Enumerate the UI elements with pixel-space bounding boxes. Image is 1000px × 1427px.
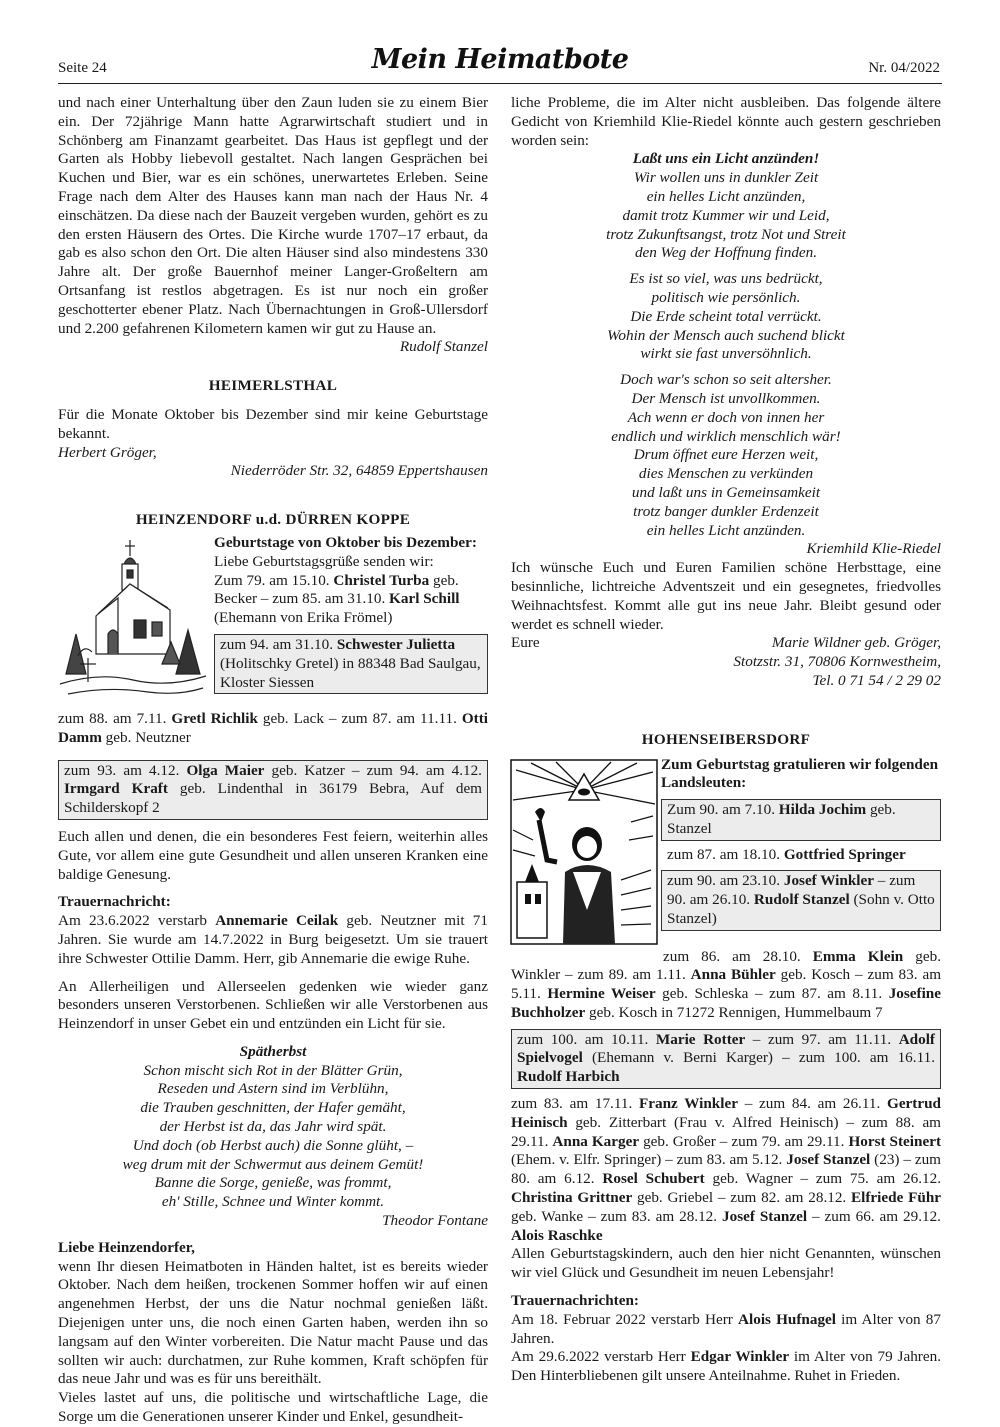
- highlight-box-rotter-harbich: zum 100. am 10.11. Marie Rotter – zum 97. am 11.11. Adolf Spielvogel (Ehemann v. Berni Karger) – zum 100. am 16.11. Rudolf Harbich: [511, 1029, 941, 1089]
- hohen-heading: Zum Geburtstag gratulieren wir folgenden Landsleuten:: [661, 755, 939, 792]
- highlight-box-jochim: Zum 90. am 7.10. Hilda Jochim geb. Stanzel: [661, 799, 941, 841]
- intro-text: und nach einer Unterhaltung über den Zaun luden sie zu einem Bier ein. Der 72jährige Mann hatte Agrarwirtschaft studiert und in Schönberg am Finanzamt gearbeitet. Das Haus ist gepflegt und der Garten als Hobby liebevoll gestaltet. Nach langen Gesprächen bei Kuchen und Bier, war es ein schönes, unerwartetes Erleben. Seine Frage nach dem Alter des Hauses kann man nach der Haus Nr. 4 einschätzen. Da diese nach der Bauzeit vergeben wurden, gehört es zu den ersten Häusern des Ortes. Die Kirche wurde 1707–17 erbaut, da gab es also schon den Ort. Die alten Häuser sind also mindestens 330 Jahre alt. Der große Bauernhof meiner Langer-Großeltern am Ortsanfang ist restlos abgetragen. Es ist nur noch ein großer geschotterter ebener Platz. Nach Übernachtungen in Groß-Ullersdorf und 2.200 gefahrenen Kilometern kamen wir gut zu Hause an. Rudolf Stanzel: [58, 94, 488, 356]
- highlight-box-winkler-stanzel: zum 90. am 23.10. Josef Winkler – zum 90. am 26.10. Rudolf Stanzel (Sohn v. Otto Stanzel): [661, 870, 941, 930]
- hohen-birthdays: [511, 756, 941, 944]
- hohen-trauer-1: Am 18. Februar 2022 verstarb Herr Alois Hufnagel im Alter von 87 Jahren.: [511, 1310, 941, 1347]
- wishes-text: Ich wünsche Euch und Euren Familien schöne Herbsttage, eine besinnliche, lichtreiche Adventszeit und ein gesegnetes, friedvolles Weihnachtsfest. Kommt alle gut ins neue Jahr. Bleibt gesund oder werdet es schnell wieder.: [511, 559, 941, 633]
- left-column: [58, 94, 488, 1427]
- heinzendorf-bday-2: zum 88. am 7.11. Gretl Richlik geb. Lack – zum 87. am 11.11. Otti Damm geb. Neutzner: [58, 709, 489, 746]
- svg-text:Mein Heimatbote: Mein Heimatbote: [371, 44, 629, 75]
- heimerlsthal-address: Niederröder Str. 32, 64859 Eppertshausen: [230, 462, 488, 480]
- heinzendorf-birthdays: [58, 534, 488, 704]
- heinzendorf-bday-1: Zum 79. am 15.10. Christel Turba geb. Becker – zum 85. am 31.10. Karl Schill (Ehemann von Erika Frömel): [214, 571, 460, 627]
- hohen-bday-list-1: zum 86. am 28.10. Emma Klein geb. Winkler – zum 89. am 1.11. Anna Bühler geb. Kosch – zum 83. am 5.11. Hermine Weiser geb. Schleska – zum 87. am 8.11. Josefine Buchholzer geb. Kosch in 71272 Rennigen, Hummelbaum 7: [511, 947, 942, 1021]
- continued-text: liche Probleme, die im Alter nicht ausbleiben. Das folgende ältere Gedicht von Kriemhild Klie-Riedel könnte auch gestern geschrieben worden sein:: [511, 94, 941, 149]
- poem-stanza-1: Wir wollen uns in dunkler Zeit ein helles Licht anzünden, damit trotz Kummer wir und Leid, trotz Zukunftsangst, trotz Not und Streit den Weg der Hoffnung finden.: [606, 169, 846, 262]
- page-header: [0, 0, 1000, 90]
- poem-title-licht: Laßt uns ein Licht anzünden!: [632, 150, 820, 168]
- trauer-heading: Trauernachricht:: [58, 893, 171, 911]
- allerheiligen-text: An Allerheiligen und Allerseelen gedenken wie wieder ganz besonders unseren Verstorbenen. Schließen wir alle Verstorbenen aus Heinzendorf in unser Gebet ein und entzünden ein Licht für sie.: [58, 977, 488, 1033]
- page-number: Seite 24: [58, 60, 107, 76]
- letter-paragraph-2: Vieles lastet auf uns, die politische und wirtschaftliche Lage, die Sorge um die Generationen unserer Kinder und Enkel, gesundheit-: [58, 1389, 488, 1426]
- heinzendorf-wish: Euch allen und denen, die ein besonderes Fest feiern, weiterhin alles Gute, vor allem eine gute Gesundheit und allen unseren Kranken eine baldige Genesung.: [58, 827, 488, 883]
- header-rule: [58, 83, 942, 84]
- heinzendorf-greeting: Liebe Geburtstagsgrüße senden wir:: [214, 552, 434, 570]
- hohen-trauer-2: Am 29.6.2022 verstarb Herr Edgar Winkler im Alter von 79 Jahren. Den Hinterbliebenen gilt unsere Anteilnahme. Ruhet in Frieden.: [511, 1348, 941, 1385]
- chapel-illustration: [58, 534, 208, 704]
- section-title-hohenseibersdorf: HOHENSEIBERSDORF: [641, 730, 811, 748]
- poem-author-klie-riedel: Kriemhild Klie-Riedel: [806, 540, 941, 558]
- hohen-bday-springer: zum 87. am 18.10. Gottfried Springer: [667, 845, 906, 863]
- highlight-box-julietta: zum 94. am 31.10. Schwester Julietta (Holitschky Gretel) in 88348 Bad Saulgau, Kloster Siessen: [214, 634, 488, 694]
- masthead-logo: [371, 38, 629, 76]
- trauer-text: Am 23.6.2022 verstarb Annemarie Ceilak geb. Neutzner mit 71 Jahren. Sie wurde am 14.7.2022 in Burg beigesetzt. Um sie trauert ihre Schwester Ottilie Damm. Herr, gib Annemarie die ewige Ruhe.: [58, 912, 488, 967]
- signature-eure: Eure: [511, 634, 540, 652]
- poem-spaetherbst: Schon mischt sich Rot in der Blätter Grün, Reseden und Astern sind im Verblühn, die Trauben geschnitten, der Hafer gemäht, der Herbst ist da, das Jahr wird spät. Und doch (ob Herbst auch) die Sonne glüht, – weg drum mit der Schwermut aus deinem Gemüt! Banne die Sorge, genieße, was frommt, eh' Stille, Schnee und Winter kommt.: [122, 1061, 424, 1211]
- signature-address: Stotzstr. 31, 70806 Kornwestheim,: [733, 653, 941, 671]
- heimerlsthal-name: Herbert Gröger,: [58, 443, 157, 461]
- hohen-closing: Allen Geburtstagskindern, auch den hier nicht Genannten, wünschen wir viel Glück und Gesundheit im neuen Lebensjahr!: [511, 1245, 941, 1282]
- section-title-heimerlsthal: HEIMERLSTHAL: [208, 377, 338, 395]
- signature-block: [511, 634, 941, 653]
- letter-paragraph-1: wenn Ihr diesen Heimatboten in Händen haltet, ist es bereits wieder Oktober. Nach dem heißen, trockenen Sommer hoffen wir auf einen angenehmen Herbst, der uns die Natur nochmal genießen läßt. Diejenigen unter uns, die noch einen Garten haben, werden ihn so langsam auf den Winter vorbereiten. Die Natur macht Pause und das sollten wir auch: durchatmen, zur Ruhe kommen, Kraft schöpfen für das neue Jahr und was es für uns bereithält.: [58, 1257, 488, 1388]
- section-title-heinzendorf: HEINZENDORF u.d. DÜRREN KOPPE: [135, 511, 411, 529]
- poem-title-spaetherbst: Spätherbst: [239, 1042, 307, 1060]
- intro-signature: Rudolf Stanzel: [399, 338, 488, 356]
- issue-number: Nr. 04/2022: [868, 60, 940, 76]
- letter-heading: Liebe Heinzendorfer,: [58, 1238, 195, 1256]
- right-column: [511, 94, 941, 1386]
- hohen-trauer-heading: Trauernachrichten:: [511, 1292, 639, 1310]
- heinzendorf-heading: Geburtstage von Oktober bis Dezember:: [214, 533, 477, 551]
- signature-phone: Tel. 0 71 54 / 2 29 02: [812, 671, 941, 689]
- hohen-bday-list-2: zum 83. am 17.11. Franz Winkler – zum 84. am 26.11. Gertrud Heinisch geb. Zitterbart (Frau v. Alfred Heinisch) – zum 88. am 29.11. Anna Karger geb. Großer – zum 79. am 29.11. Horst Steinert (Ehem. v. Elfr. Springer) – zum 83. am 5.12. Josef Stanzel (23) – zum 80. am 6.12. Rosel Schubert geb. Wagner – zum 75. am 26.12. Christina Grittner geb. Griebel – zum 82. am 28.12. Elfriede Führ geb. Wanke – zum 83. am 28.12. Josef Stanzel – zum 66. am 29.12. Alois Raschke: [511, 1095, 942, 1244]
- signature-name: Marie Wildner geb. Gröger,: [771, 634, 941, 652]
- heimerlsthal-text: Für die Monate Oktober bis Dezember sind mir keine Geburtstage bekannt.: [58, 405, 488, 442]
- poem-stanza-2: Es ist so viel, was uns bedrückt, politisch wie persönlich. Die Erde scheint total verrückt. Wohin der Mensch auch suchend blickt wirkt sie fast unversöhnlich.: [607, 270, 845, 363]
- highlight-box-maier-kraft: zum 93. am 4.12. Olga Maier geb. Katzer – zum 94. am 4.12. Irmgard Kraft geb. Lindenthal in 36179 Bebra, Auf dem Schilderskopf 2: [58, 760, 488, 820]
- poem-stanza-3: Doch war's schon so seit altersher. Der Mensch ist unvollkommen. Ach wenn er doch von innen her endlich und wirklich menschlich wär! Drum öffnet eure Herzen weit, dies Menschen zu verkünden und laßt uns in Gemeinsamkeit trotz banger dunkler Erdenzeit ein helles Licht anzünden.: [611, 371, 841, 539]
- poem-author-fontane: Theodor Fontane: [382, 1212, 488, 1230]
- woodcut-illustration: [511, 760, 657, 944]
